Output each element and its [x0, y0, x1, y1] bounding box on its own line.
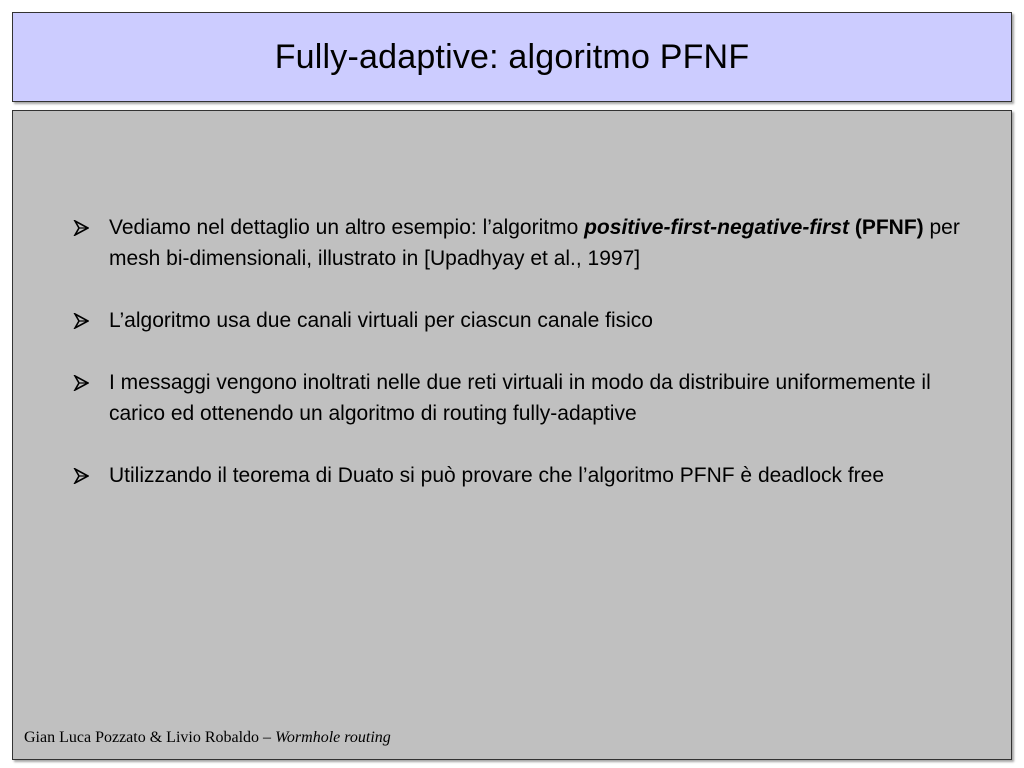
arrowhead-bullet-icon [73, 220, 89, 236]
footer-authors: Gian Luca Pozzato & Livio Robaldo – [24, 729, 276, 746]
bullet-text: Utilizzando il teorema di Duato si può provare che l’algoritmo PFNF è deadlock free [109, 464, 885, 487]
bullet-item-pfnf-intro [73, 212, 963, 274]
footer [24, 729, 391, 747]
bullet-item-deadlock-free [73, 460, 963, 491]
bullet-list [73, 212, 963, 522]
bullet-emphasis-algorithm-name: positive-first-negative-first [584, 216, 849, 239]
bullet-text: L’algoritmo usa due canali virtuali per ciascun canale fisico [109, 309, 653, 332]
bullet-item-virtual-channels [73, 305, 963, 336]
footer-topic: Wormhole routing [275, 729, 391, 746]
bullet-item-routing [73, 367, 963, 429]
arrowhead-bullet-icon [73, 468, 89, 484]
content-box [12, 110, 1012, 760]
bullet-emphasis-acronym: (PFNF) [854, 216, 924, 239]
slide-title: Fully-adaptive: algoritmo PFNF [274, 37, 750, 76]
bullet-text: Vediamo nel dettaglio un altro esempio: l’algoritmo [109, 216, 585, 239]
bullet-text: I messaggi vengono inoltrati nelle due reti virtuali in modo da distribuire uniformemente il carico ed ottenendo un algoritmo di routing fully-adaptive [109, 371, 931, 425]
arrowhead-bullet-icon [73, 313, 89, 329]
arrowhead-bullet-icon [73, 375, 89, 391]
title-box [12, 12, 1012, 102]
bullet-text: per mesh bi-dimensionali, illustrato in [Upadhyay et al., 1997] [109, 216, 960, 270]
